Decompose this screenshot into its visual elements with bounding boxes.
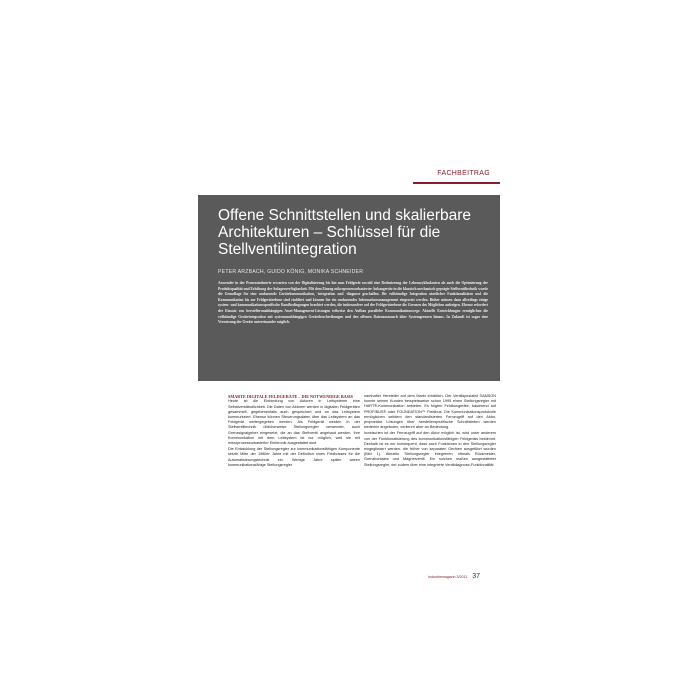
- body-paragraph: Die Entwicklung der Stellungsregler zur kommunikationsfähigen Komponente setzte Mitte der 1980er Jahre mit der Definition eines Feldbusses für die Automatisierungstechnik ein. Wenige Jahre später waren kommunikationsfähige Stellungsregler: [228, 447, 360, 467]
- page-number: 37: [472, 573, 480, 580]
- magazine-page: [198, 160, 500, 580]
- section-rule: [413, 182, 500, 184]
- publication-name: Industriemagazin 3/2011: [428, 574, 468, 579]
- body-paragraph: Heute ist die Einbindung von Aktoren in Leitsysteme eine Selbstverständlichkeit. Die Daten von Aktoren werden in digitalen Feldgeräten gesammelt, gegebenenfalls auch gespeichert und an das Leitsystem kommuniziert. Ebenso können Steuerungsdaten über das Leitsystem an das Feldgerät weitergegeben werden. Als Feldgerät werden in der Stellventiltechnik üblicherweise Stellungsregler verwendet, auch Grenzsignalgeber eingesetzt, die an das Stellventil angebaut werden. Ihre Kommunikation mit dem Leitsystem ist nur möglich, weil sie mit mikroprozessorbasierter Elektronik ausgestattet sind.: [228, 399, 360, 446]
- page-footer: [428, 573, 480, 580]
- section-subheading: SMARTE DIGITALE FELDGERÄTE – DIE NOTWENDIGE BASIS: [228, 394, 353, 399]
- text-column-left: [228, 394, 360, 469]
- text-column-right: [364, 394, 496, 469]
- article-authors: PETER ARZBACH, GUIDO KÖNIG, MONIKA SCHNEIDER: [218, 269, 364, 275]
- article-abstract: Anwender in der Prozessindustrie erwarten von der Digitalisierung bis hin zum Feldgerät sowohl eine Reduzierung der Lebenszykluskosten als auch die Optimierung der Produktqualität und Erhöhung der Anlagenverfügbarkeit. Mit dem Einzug mikroprozessorbasierter Anbaugeräte in die klassisch mechanisch geprägte Stellventiltechnik wurde die Grundlage für eine umfassende Gerätekommunikation, -integration und -diagnose geschaffen. Die vollständige Integration sämtlicher Funktionalitäten und die Kommunikation bis zur Feldgeräteebene sind etabliert und können für ein umfassendes Informationsmanagement eingesetzt werden. Bisher müssen dazu allerdings einige system- und kommunikationsspezifische Randbedingungen beachtet werden, die insbesondere auf der Feldgeräteebene die Grenzen des Möglichen aufzeigen. Ebenso erfordert der Einsatz von herstellerunabhängigen Asset-Management-Lösungen teilweise den Aufbau paralleler Kommunikationswege. Aktuelle Entwicklungen ermöglichen die vollständige Geräteintegration mit systemunabhängigen Gerätebeschreibungen und den offenen Datenaustausch über Systemgrenzen hinaus. In Zukunft ist sogar eine Vernetzung der Geräte untereinander möglich.: [218, 281, 488, 325]
- article-header-box: [198, 195, 500, 381]
- article-title: Offene Schnittstellen und skalierbare Architekturen – Schlüssel für die Stellventilintegration: [218, 207, 472, 258]
- body-paragraph: namhafter Hersteller auf dem Markt erhältlich. Der Ventilspezialist SAMSON konnte seinen Kunden beispielsweise schon 1995 einen Stellungsregler mit HART®-Kommunikation anbieten. Es folgten Feldbusgeräte, basierend auf PROFIBUS® oder FOUNDATION™ Fieldbus. Die Kommunikationsprotokolle ermöglichen seitdem den standardisierten Fernzugriff auf den Aktor, proprietäre Lösungen über herstellerspezifische Schnittstellen werden weiterhin angeboten, verlieren aber an Bedeutung.: [364, 394, 496, 430]
- body-paragraph: Inzwischen ist der Fernzugriff auf den Aktor möglich ist, wird unter anderem von der Funktionalisierung des kommunikationsfähigen Feldgeräts bestimmt. Deshalb ist es nur konsequent, dass auch Funktionen in den Stellungsregler eingegliedert werden, die früher von separaten Geräten ausgeführt wurden (Bild 1). Aktuelle Stellungsregler integrieren oftmals Rückmelder, Grenzkontakte und Magnetventil. Ein solchen maßen ausgestatteter Stellungsregler, der zudem über eine integrierte Ventildiagnose-Funktionalität: [364, 431, 496, 467]
- section-label: FACHBEITRAG: [437, 170, 490, 177]
